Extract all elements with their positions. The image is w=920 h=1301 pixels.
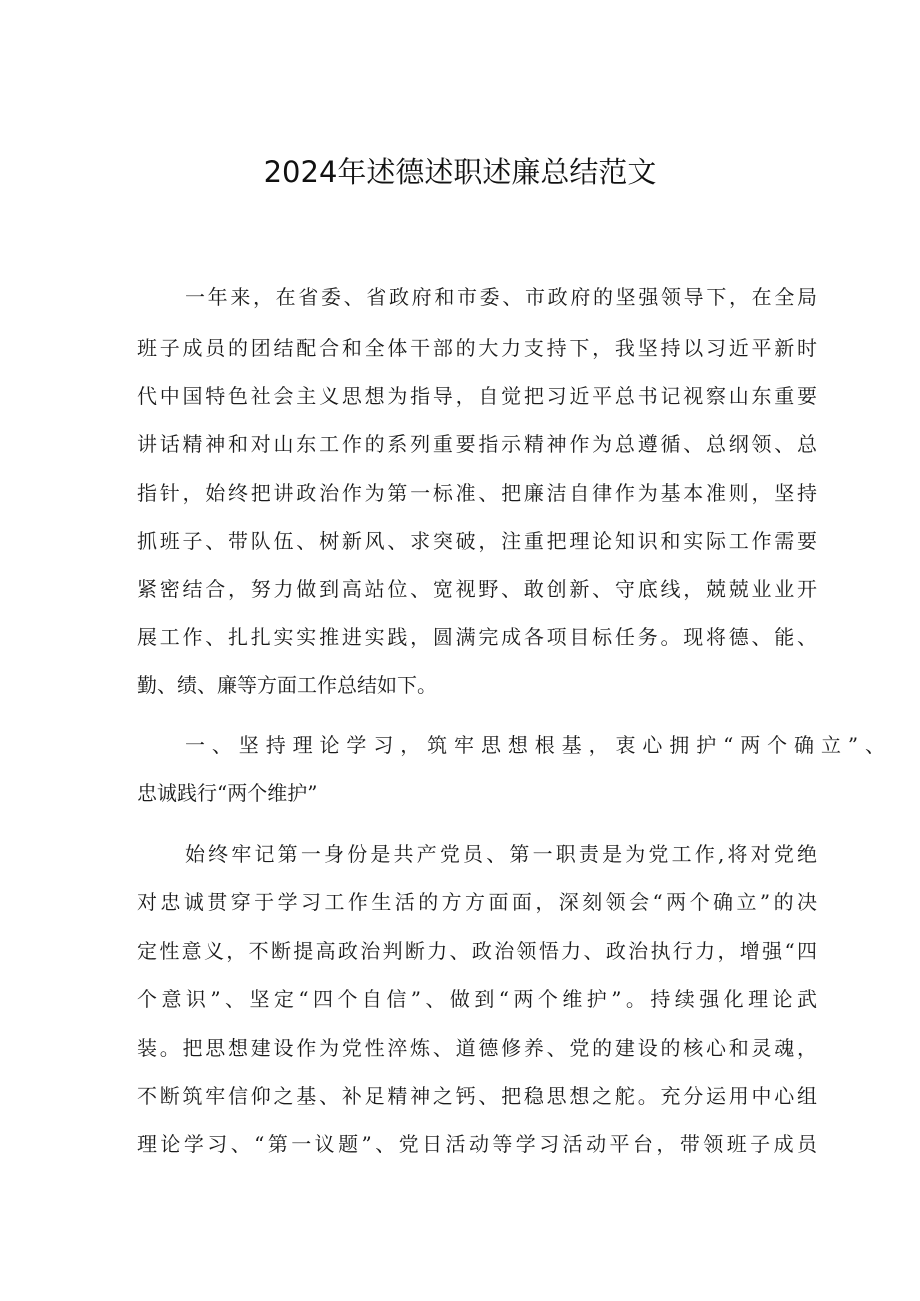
paragraph-2-line-7: 理论学习、“第一议题”、党日活动等学习活动平台，带领班子成员 xyxy=(137,1132,817,1156)
paragraph-1-line-6: 抓班子、带队伍、树新风、求突破，注重把理论知识和实际工作需要 xyxy=(137,529,817,553)
paragraph-2-line-5: 装。把思想建设作为党性淬炼、道德修养、党的建设的核心和灵魂， xyxy=(137,1036,817,1060)
paragraph-1-line-1: 一年来，在省委、省政府和市委、市政府的坚强领导下，在全局 xyxy=(185,285,817,309)
paragraph-2-line-2: 对忠诚贯穿于学习工作生活的方方面面，深刻领会“两个确立”的决 xyxy=(137,890,817,914)
paragraph-2-line-1: 始终牢记第一身份是共产党员、第一职责是为党工作,将对党绝 xyxy=(185,842,817,866)
paragraph-1-line-5: 指针，始终把讲政治作为第一标准、把廉洁自律作为基本准则，坚持 xyxy=(137,481,817,505)
paragraph-2-line-3: 定性意义，不断提高政治判断力、政治领悟力、政治执行力，增强“四 xyxy=(137,939,817,963)
paragraph-2-line-6: 不断筑牢信仰之基、补足精神之钙、把稳思想之舵。充分运用中心组 xyxy=(137,1084,817,1108)
paragraph-1-line-3: 代中国特色社会主义思想为指导，自觉把习近平总书记视察山东重要 xyxy=(137,384,817,408)
paragraph-1-line-8: 展工作、扎扎实实推进实践，圆满完成各项目标任务。现将德、能、 xyxy=(137,625,817,649)
paragraph-1-line-9: 勤、绩、廉等方面工作总结如下。 xyxy=(137,673,437,697)
paragraph-2-line-4: 个意识”、坚定“四个自信”、做到“两个维护”。持续强化理论武 xyxy=(137,987,817,1011)
section-heading-line-1: 一、坚持理论学习，筑牢思想根基，衷心拥护“两个确立”、 xyxy=(185,733,885,757)
paragraph-1-line-2: 班子成员的团结配合和全体干部的大力支持下，我坚持以习近平新时 xyxy=(137,336,817,360)
section-heading-line-2: 忠诚践行“两个维护” xyxy=(137,781,318,805)
paragraph-1-line-4: 讲话精神和对山东工作的系列重要指示精神作为总遵循、总纲领、总 xyxy=(137,432,817,456)
document-title: 2024年述德述职述廉总结范文 xyxy=(263,155,657,189)
paragraph-1-line-7: 紧密结合，努力做到高站位、宽视野、敢创新、守底线，兢兢业业开 xyxy=(137,577,817,601)
